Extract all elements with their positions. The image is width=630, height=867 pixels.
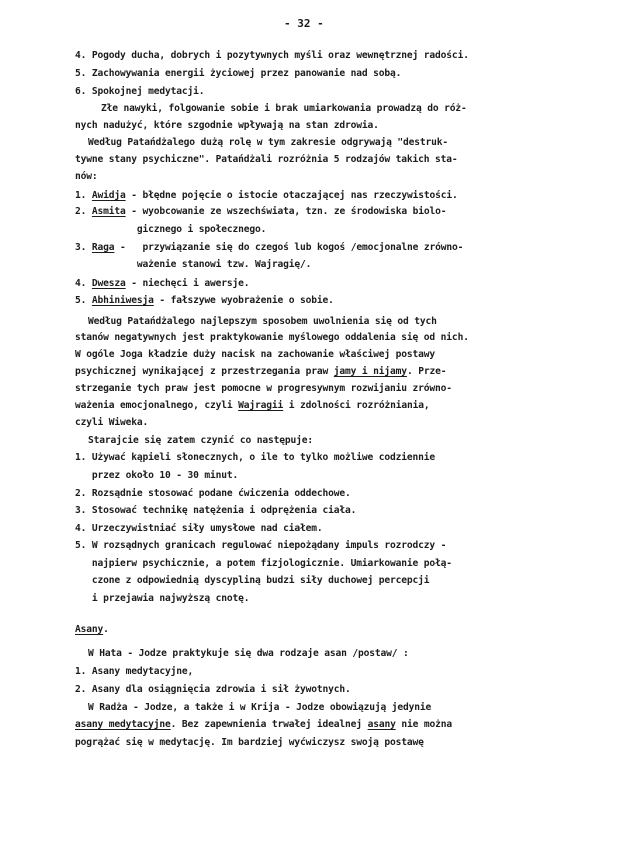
- text-line: [75, 259, 311, 271]
- text-line: [75, 417, 148, 429]
- text-line: [75, 295, 334, 307]
- text-line: [75, 470, 238, 482]
- text-line: [75, 349, 435, 361]
- text-segment: 2. Asany dla osiągnięcia zdrowia i sił żywotnych.: [75, 684, 351, 695]
- text-line: [101, 103, 467, 115]
- text-line: [75, 50, 469, 62]
- text-segment: ważenie stanowi tzw. Wajragię/.: [75, 259, 312, 270]
- text-segment: Według Patańdżalego najlepszym sposobem uwolnienia się od tych: [88, 316, 437, 327]
- underlined-term: Abhiniwesja: [91, 295, 154, 306]
- text-line: [75, 540, 446, 552]
- text-segment: 3. Stosować technikę natężenia i odprężenia ciała.: [75, 505, 357, 516]
- text-segment: i przejawia najwyższą cnotę.: [75, 593, 250, 604]
- text-line: [75, 366, 446, 378]
- text-segment: pogrążać się w medytację. Im bardziej wyćwiczysz swoją postawę: [75, 737, 424, 748]
- text-line: [88, 702, 431, 714]
- text-segment: .: [103, 624, 109, 635]
- text-segment: psychicznej wynikającej z przestrzegania praw: [75, 366, 334, 377]
- text-segment: . Bez zapewnienia trwałej idealnej: [170, 719, 368, 730]
- text-segment: 1. Używać kąpieli słonecznych, o ile to tylko możliwe codziennie: [75, 452, 436, 463]
- text-segment: 1.: [75, 190, 92, 201]
- text-segment: przez około 10 - 30 minut.: [75, 470, 239, 481]
- text-segment: 4. Pogody ducha, dobrych i pozytywnych myśli oraz wewnętrznej radości.: [75, 50, 469, 61]
- text-segment: 5. Zachowywania energii życiowej przez panowanie nad sobą.: [75, 68, 402, 79]
- underlined-term: jamy i nijamy: [333, 366, 407, 377]
- text-segment: W Radża - Jodze, a także i w Krija - Jodze obowiązują jedynie: [88, 702, 432, 713]
- text-line: [75, 86, 204, 98]
- text-segment: W Hata - Jodze praktykuje się dwa rodzaje asan /postaw/ :: [88, 648, 409, 659]
- text-segment: Według Patańdżalego dużą rolę w tym zakresie odgrywają "destruk-: [88, 137, 449, 148]
- text-line: [75, 488, 351, 500]
- text-segment: 5.: [75, 295, 92, 306]
- underlined-term: Raga: [91, 242, 115, 253]
- text-segment: nych nadużyć, które szgodnie wpływają na stan zdrowia.: [75, 120, 379, 131]
- text-segment: 4. Urzeczywistniać siły umysłowe nad ciałem.: [75, 523, 323, 534]
- text-segment: - przywiązanie się do czegoś lub kogoś /emocjonalne zrówno-: [114, 242, 464, 253]
- text-line: [88, 137, 448, 149]
- text-line: [75, 575, 429, 587]
- text-line: [75, 206, 446, 218]
- text-segment: nie można: [395, 719, 452, 730]
- text-line: [75, 332, 469, 344]
- text-line: [88, 435, 313, 447]
- text-line: [75, 593, 249, 605]
- text-segment: - fałszywe wyobrażenie o sobie.: [153, 295, 334, 306]
- text-segment: 4.: [75, 278, 92, 289]
- text-segment: najpierw psychicznie, a potem fizjologicznie. Umiarkowanie połą-: [75, 558, 452, 569]
- text-segment: - błędne pojęcie o istocie otaczającej nas rzeczywistości.: [125, 190, 458, 201]
- text-line: [75, 154, 458, 166]
- text-segment: Starajcie się zatem czynić co następuje:: [88, 435, 314, 446]
- text-segment: 5. W rozsądnych granicach regulować niepożądany impuls rozrodczy -: [75, 540, 447, 551]
- text-line: [75, 120, 379, 132]
- text-segment: nów:: [75, 171, 98, 182]
- text-line: [75, 400, 429, 412]
- text-segment: stanów negatywnych jest praktykowanie myślowego oddalenia się od nich.: [75, 332, 469, 343]
- underlined-term: Asany: [75, 624, 104, 635]
- underlined-term: Dwesza: [91, 278, 126, 289]
- underlined-term: Wajragii: [238, 400, 284, 411]
- text-segment: 2.: [75, 206, 92, 217]
- text-segment: i zdolności rozróżniania,: [283, 400, 430, 411]
- text-segment: gicznego i społecznego.: [75, 224, 267, 235]
- underlined-term: asany: [367, 719, 396, 730]
- text-segment: Złe nawyki, folgowanie sobie i brak umiarkowania prowadzą do róż-: [101, 103, 467, 114]
- text-line: [88, 316, 437, 328]
- text-line: [88, 648, 409, 660]
- text-line: [75, 224, 266, 236]
- underlined-term: Asmita: [91, 206, 126, 217]
- text-line: [75, 68, 401, 80]
- text-segment: czone z odpowiednią dyscypliną budzi siły duchowej percepcji: [75, 575, 430, 586]
- text-line: [75, 737, 424, 749]
- text-segment: strzeganie tych praw jest pomocne w progresywnym rozwijaniu zrówno-: [75, 383, 452, 394]
- text-line: [75, 684, 351, 696]
- text-line: [75, 383, 452, 395]
- text-line: [75, 719, 452, 731]
- underlined-term: asany medytacyjne: [75, 719, 171, 730]
- text-line: [75, 190, 458, 202]
- text-line: [75, 171, 98, 183]
- text-segment: ważenia emocjonalnego, czyli: [75, 400, 239, 411]
- text-segment: tywne stany psychiczne". Patańdżali rozróżnia 5 rodzajów takich sta-: [75, 154, 458, 165]
- text-segment: 6. Spokojnej medytacji.: [75, 86, 205, 97]
- text-line: [75, 558, 452, 570]
- text-line: [75, 505, 356, 517]
- text-segment: - niechęci i awersje.: [125, 278, 250, 289]
- page-number: - 32 -: [284, 17, 324, 30]
- underlined-term: Awidja: [91, 190, 126, 201]
- text-segment: 2. Rozsądnie stosować podane ćwiczenia oddechowe.: [75, 488, 351, 499]
- text-segment: 3.: [75, 242, 92, 253]
- text-line: [75, 523, 323, 535]
- text-segment: czyli Wiweka.: [75, 417, 149, 428]
- text-segment: - wyobcowanie ze wszechświata, tzn. ze środowiska biolo-: [125, 206, 447, 217]
- text-line: [75, 452, 435, 464]
- text-segment: 1. Asany medytacyjne,: [75, 666, 194, 677]
- text-line: [75, 242, 463, 254]
- text-segment: . Prze-: [406, 366, 447, 377]
- text-segment: W ogóle Joga kładzie duży nacisk na zachowanie właściwej postawy: [75, 349, 436, 360]
- text-line: [75, 624, 109, 636]
- text-line: [75, 278, 249, 290]
- text-line: [75, 666, 193, 678]
